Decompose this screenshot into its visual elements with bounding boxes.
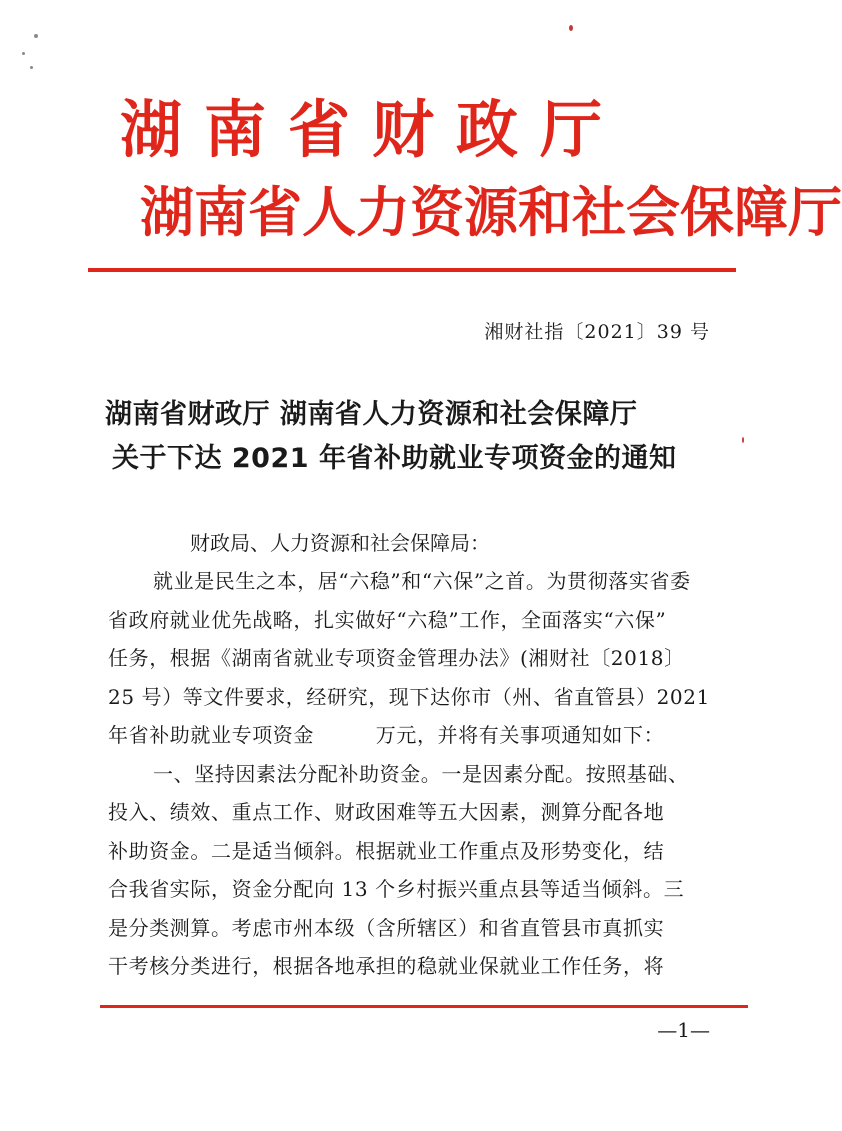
body-line: 年省补助就业专项资金 万元，并将有关事项通知如下： <box>108 723 665 747</box>
body-line: 一、坚持因素法分配补助资金。一是因素分配。按照基础、 <box>153 761 689 786</box>
body-line: 干考核分类进行，根据各地承担的稳就业保就业工作任务，将 <box>108 954 665 978</box>
issuer-line-2: 湖南省人力资源和社会保障厅 <box>140 181 842 244</box>
document-title-line-2: 关于下达 2021 年省补助就业专项资金的通知 <box>112 443 677 474</box>
document-title-line-1: 湖南省财政厅 湖南省人力资源和社会保障厅 <box>105 399 638 430</box>
body-line: 任务，根据《湖南省就业专项资金管理办法》(湘财社〔2018〕 <box>108 646 685 670</box>
body-line: 补助资金。二是适当倾斜。根据就业工作重点及形势变化，结 <box>108 838 665 863</box>
scan-speck <box>22 52 25 55</box>
body-line: 投入、绩效、重点工作、财政困难等五大因素，测算分配各地 <box>108 800 665 824</box>
scan-speck <box>34 34 38 38</box>
page-number: —1— <box>657 1018 710 1042</box>
body-line: 是分类测算。考虑市州本级（含所辖区）和省直管县市真抓实 <box>108 915 665 940</box>
scan-speck <box>569 25 573 31</box>
salutation: 财政局、人力资源和社会保障局： <box>190 531 490 555</box>
scan-speck <box>30 66 33 69</box>
footer-divider <box>100 1005 748 1008</box>
issuer-line-1: 湖南省财政厅 <box>120 93 625 166</box>
body-line: 省政府就业优先战略，扎实做好“六稳”工作，全面落实“六保” <box>108 607 667 632</box>
body-text <box>108 562 718 986</box>
document-number: 湘财社指〔2021〕39 号 <box>484 321 710 343</box>
header-divider <box>88 268 736 272</box>
body-line: 25 号）等文件要求，经研究，现下达你市（州、省直管县）2021 <box>108 684 710 709</box>
body-line: 合我省实际，资金分配向 13 个乡村振兴重点县等适当倾斜。三 <box>108 877 685 901</box>
body-line: 就业是民生之本，居“六稳”和“六保”之首。为贯彻落实省委 <box>153 569 691 593</box>
